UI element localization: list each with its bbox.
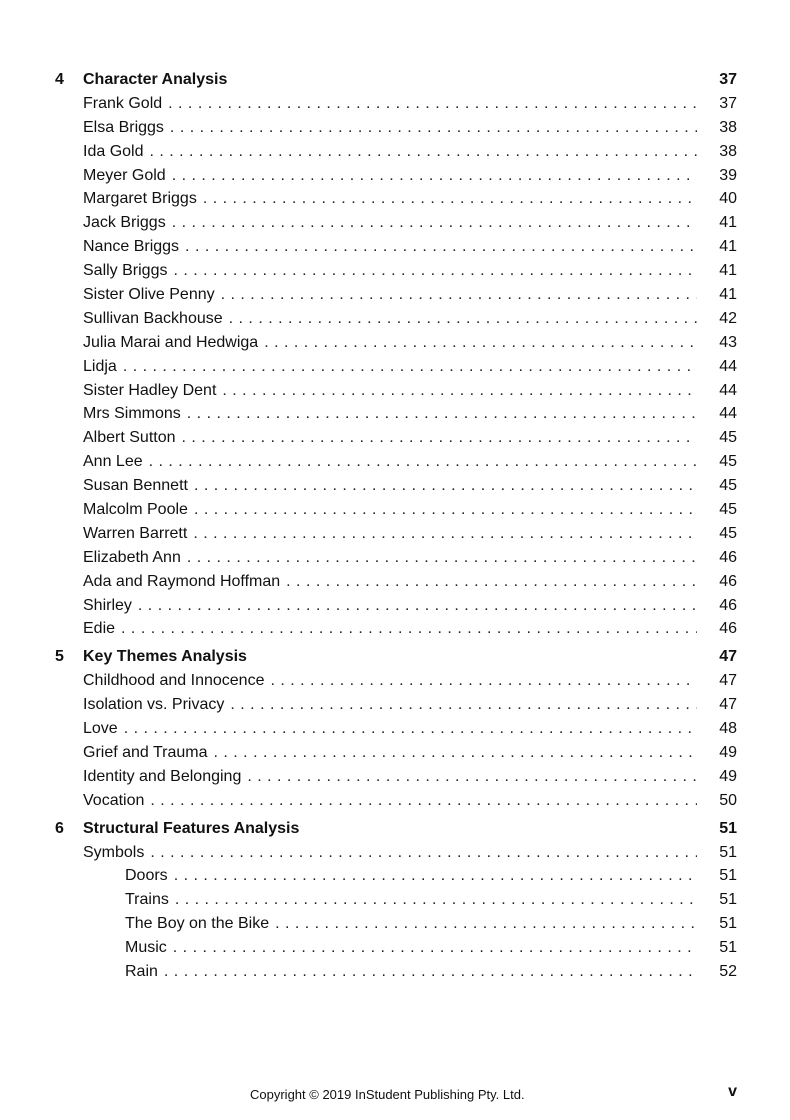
toc-entry-row — [55, 717, 737, 741]
toc-entry-row — [55, 379, 737, 403]
dot-leader — [173, 259, 697, 283]
entry-title: Elsa Briggs — [83, 118, 164, 136]
toc-entry-row — [55, 864, 737, 888]
toc-entry-row — [55, 617, 737, 641]
page-reference: 51 — [719, 819, 737, 837]
page-reference: 37 — [719, 94, 737, 112]
entry-title: Isolation vs. Privacy — [83, 696, 225, 714]
entry-title: Margaret Briggs — [83, 190, 197, 208]
dot-leader — [124, 717, 697, 741]
entry-title: Meyer Gold — [83, 166, 166, 184]
entry-title: Sullivan Backhouse — [83, 309, 223, 327]
dot-leader — [150, 789, 697, 813]
dot-leader — [168, 92, 697, 116]
chapter-title: Key Themes Analysis — [83, 648, 247, 666]
dot-leader — [149, 450, 697, 474]
toc-chapter-row — [55, 817, 737, 841]
chapter-number: 5 — [55, 648, 64, 666]
page-footer — [0, 1083, 790, 1105]
entry-title: Warren Barrett — [83, 524, 188, 542]
page-reference: 51 — [719, 843, 737, 861]
dot-leader — [170, 116, 697, 140]
dot-leader — [182, 426, 698, 450]
toc-entry-row — [55, 211, 737, 235]
page-reference: 41 — [719, 286, 737, 304]
page-reference: 38 — [719, 142, 737, 160]
page-reference: 45 — [719, 429, 737, 447]
toc-entry-row — [55, 426, 737, 450]
toc-entry-row — [55, 546, 737, 570]
page-reference: 43 — [719, 333, 737, 351]
entry-title: Frank Gold — [83, 94, 163, 112]
entry-title: Trains — [125, 891, 169, 909]
page-reference: 44 — [719, 381, 737, 399]
entry-title: Doors — [125, 867, 168, 885]
dot-leader — [187, 402, 697, 426]
page-reference: 45 — [719, 501, 737, 519]
page-reference: 46 — [719, 596, 737, 614]
dot-leader — [175, 888, 697, 912]
dot-leader — [193, 522, 697, 546]
entry-title: Ada and Raymond Hoffman — [83, 572, 281, 590]
page-reference: 52 — [719, 962, 737, 980]
toc-entry-row — [55, 92, 737, 116]
page-reference: 45 — [719, 524, 737, 542]
entry-title: Ann Lee — [83, 453, 143, 471]
dot-leader — [247, 765, 697, 789]
dot-leader — [275, 912, 697, 936]
entry-title: Albert Sutton — [83, 429, 176, 447]
page-reference: 51 — [719, 867, 737, 885]
dot-leader — [138, 594, 697, 618]
dot-leader — [121, 617, 697, 641]
dot-leader — [286, 570, 697, 594]
toc-entry-row — [55, 498, 737, 522]
page-reference: 51 — [719, 891, 737, 909]
dot-leader — [264, 331, 697, 355]
toc-entry-row — [55, 741, 737, 765]
entry-title: Sister Olive Penny — [83, 286, 215, 304]
dot-leader — [149, 140, 697, 164]
entry-title: Grief and Trauma — [83, 743, 208, 761]
toc-entry-row — [55, 164, 737, 188]
dot-leader — [270, 669, 697, 693]
dot-leader — [123, 355, 697, 379]
entry-title: Lidja — [83, 357, 117, 375]
entry-title: Susan Bennett — [83, 477, 188, 495]
page-reference: 42 — [719, 309, 737, 327]
entry-title: Symbols — [83, 843, 145, 861]
entry-title: Julia Marai and Hedwiga — [83, 333, 259, 351]
dot-leader — [229, 307, 697, 331]
page-reference: 51 — [719, 915, 737, 933]
dot-leader — [164, 960, 697, 984]
table-of-contents — [55, 68, 737, 984]
dot-leader — [221, 283, 697, 307]
dot-leader — [172, 164, 697, 188]
dot-leader — [214, 741, 698, 765]
toc-entry-row — [55, 912, 737, 936]
page-reference: 44 — [719, 405, 737, 423]
page-reference: 49 — [719, 767, 737, 785]
entry-title: Love — [83, 720, 118, 738]
chapter-title: Character Analysis — [83, 71, 228, 88]
page-reference: 40 — [719, 190, 737, 208]
toc-entry-row — [55, 140, 737, 164]
dot-leader — [194, 474, 697, 498]
toc-entry-row — [55, 307, 737, 331]
entry-title: Childhood and Innocence — [83, 672, 265, 690]
entry-title: Edie — [83, 620, 116, 638]
toc-entry-row — [55, 789, 737, 813]
toc-chapter-row — [55, 645, 737, 669]
dot-leader — [194, 498, 697, 522]
dot-leader — [187, 546, 697, 570]
dot-leader — [203, 187, 697, 211]
page-reference: 46 — [719, 620, 737, 638]
toc-entry-row — [55, 259, 737, 283]
dot-leader — [172, 211, 697, 235]
toc-chapter-row — [55, 68, 737, 92]
dot-leader — [230, 693, 697, 717]
entry-title: Sally Briggs — [83, 262, 168, 280]
page-reference: 46 — [719, 548, 737, 566]
chapter-title: Structural Features Analysis — [83, 819, 300, 837]
toc-entry-row — [55, 402, 737, 426]
toc-entry-row — [55, 355, 737, 379]
toc-entry-row — [55, 669, 737, 693]
dot-leader — [173, 936, 697, 960]
toc-entry-row — [55, 235, 737, 259]
toc-entry-row — [55, 283, 737, 307]
page-reference: 41 — [719, 214, 737, 232]
entry-title: Elizabeth Ann — [83, 548, 181, 566]
entry-title: Vocation — [83, 791, 145, 809]
page-reference: 39 — [719, 166, 737, 184]
entry-title: Identity and Belonging — [83, 767, 242, 785]
page-reference: 45 — [719, 453, 737, 471]
dot-leader — [174, 864, 697, 888]
page-reference: 41 — [719, 238, 737, 256]
page-number: v — [728, 1083, 737, 1100]
dot-leader — [150, 841, 697, 865]
page-reference: 51 — [719, 939, 737, 957]
page-reference: 49 — [719, 743, 737, 761]
dot-leader — [222, 379, 697, 403]
entry-title: Nance Briggs — [83, 238, 180, 256]
toc-entry-row — [55, 570, 737, 594]
page-reference: 37 — [719, 71, 737, 88]
page-reference: 47 — [719, 672, 737, 690]
page-reference: 38 — [719, 118, 737, 136]
toc-entry-row — [55, 331, 737, 355]
entry-title: Music — [125, 939, 167, 957]
copyright-notice: Copyright © 2019 InStudent Publishing Pty. Ltd. — [250, 1087, 525, 1102]
chapter-number: 4 — [55, 71, 64, 88]
entry-title: Malcolm Poole — [83, 501, 188, 519]
entry-title: Ida Gold — [83, 142, 144, 160]
dot-leader — [185, 235, 697, 259]
toc-entry-row — [55, 594, 737, 618]
page-reference: 47 — [719, 696, 737, 714]
entry-title: Rain — [125, 962, 158, 980]
entry-title: Shirley — [83, 596, 132, 614]
entry-title: Jack Briggs — [83, 214, 166, 232]
page-reference: 47 — [719, 648, 737, 666]
toc-entry-row — [55, 936, 737, 960]
toc-entry-row — [55, 693, 737, 717]
toc-entry-row — [55, 450, 737, 474]
toc-entry-row — [55, 116, 737, 140]
toc-entry-row — [55, 765, 737, 789]
toc-entry-row — [55, 522, 737, 546]
entry-title: The Boy on the Bike — [125, 915, 270, 933]
entry-title: Sister Hadley Dent — [83, 381, 217, 399]
toc-entry-row — [55, 960, 737, 984]
page-reference: 50 — [719, 791, 737, 809]
toc-entry-row — [55, 888, 737, 912]
entry-title: Mrs Simmons — [83, 405, 181, 423]
toc-entry-row — [55, 841, 737, 865]
page-reference: 46 — [719, 572, 737, 590]
page-reference: 44 — [719, 357, 737, 375]
page-reference: 41 — [719, 262, 737, 280]
toc-entry-row — [55, 474, 737, 498]
page-reference: 45 — [719, 477, 737, 495]
toc-entry-row — [55, 187, 737, 211]
chapter-number: 6 — [55, 819, 64, 837]
page-reference: 48 — [719, 720, 737, 738]
